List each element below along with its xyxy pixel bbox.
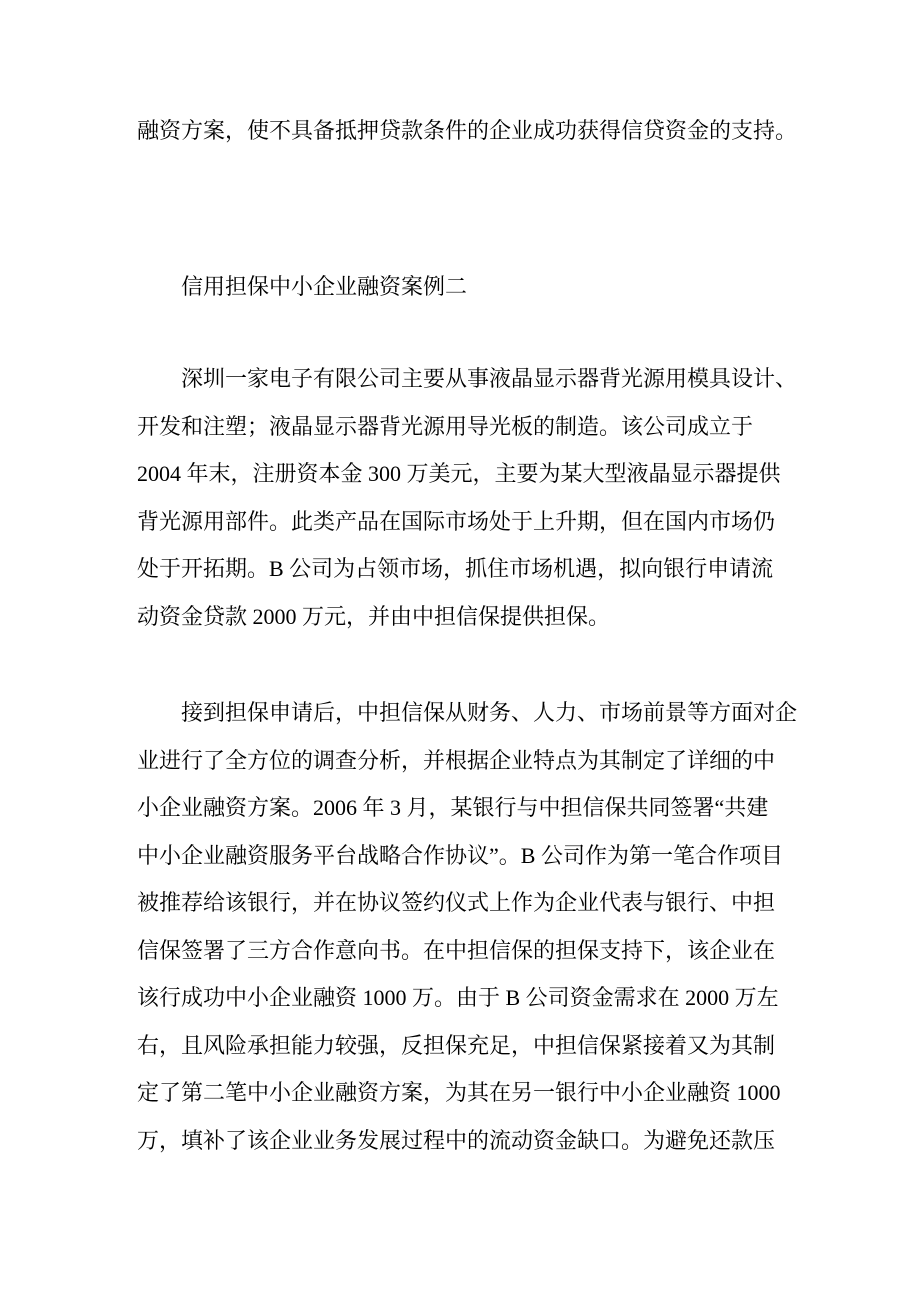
text-line: 深圳一家电子有限公司主要从事液晶显示器背光源用模具设计、 xyxy=(181,366,798,391)
text-line: 接到担保申请后，中担信保从财务、人力、市场前景等方面对企 xyxy=(181,700,798,725)
text-line: 融资方案，使不具备抵押贷款条件的企业成功获得信贷资金的支持。 xyxy=(137,118,798,143)
para-section-title xyxy=(137,263,789,311)
text-line: 定了第二笔中小企业融资方案，为其在另一银行中小企业融资 1000 xyxy=(137,1080,781,1105)
text-line: 处于开拓期。B 公司为占领市场，抓住市场机遇，拟向银行申请流 xyxy=(137,556,774,581)
text-line: 信用担保中小企业融资案例二 xyxy=(181,273,468,299)
text-line: 动资金贷款 2000 万元，并由中担信保提供担保。 xyxy=(137,603,611,629)
text-line: 信保签署了三方合作意向书。在中担信保的担保支持下，该企业在 xyxy=(137,937,776,963)
text-line: 小企业融资方案。2006 年 3 月，某银行与中担信保共同签署“共建 xyxy=(137,795,769,820)
text-line: 右，且风险承担能力较强，反担保充足，中担信保紧接着又为其制 xyxy=(137,1032,776,1058)
text-line: 2004 年末，注册资本金 300 万美元，主要为某大型液晶显示器提供 xyxy=(137,461,781,486)
para-continuation xyxy=(137,107,798,155)
text-line: 该行成功中小企业融资 1000 万。由于 B 公司资金需求在 2000 万左 xyxy=(137,985,779,1010)
text-line: 背光源用部件。此类产品在国际市场处于上升期，但在国内市场仍 xyxy=(137,508,776,534)
para-guarantee-process xyxy=(137,689,798,1164)
text-line: 业进行了全方位的调查分析，并根据企业特点为其制定了详细的中 xyxy=(137,747,776,773)
text-line: 万，填补了该企业业务发展过程中的流动资金缺口。为避免还款压 xyxy=(137,1127,776,1153)
para-case-background xyxy=(137,355,798,640)
text-line: 开发和注塑；液晶显示器背光源用导光板的制造。该公司成立于 xyxy=(137,413,754,439)
text-line: 被推荐给该银行，并在协议签约仪式上作为企业代表与银行、中担 xyxy=(137,890,776,915)
text-line: 中小企业融资服务平台战略合作协议”。B 公司作为第一笔合作项目 xyxy=(137,842,783,868)
document-body xyxy=(137,107,798,1164)
